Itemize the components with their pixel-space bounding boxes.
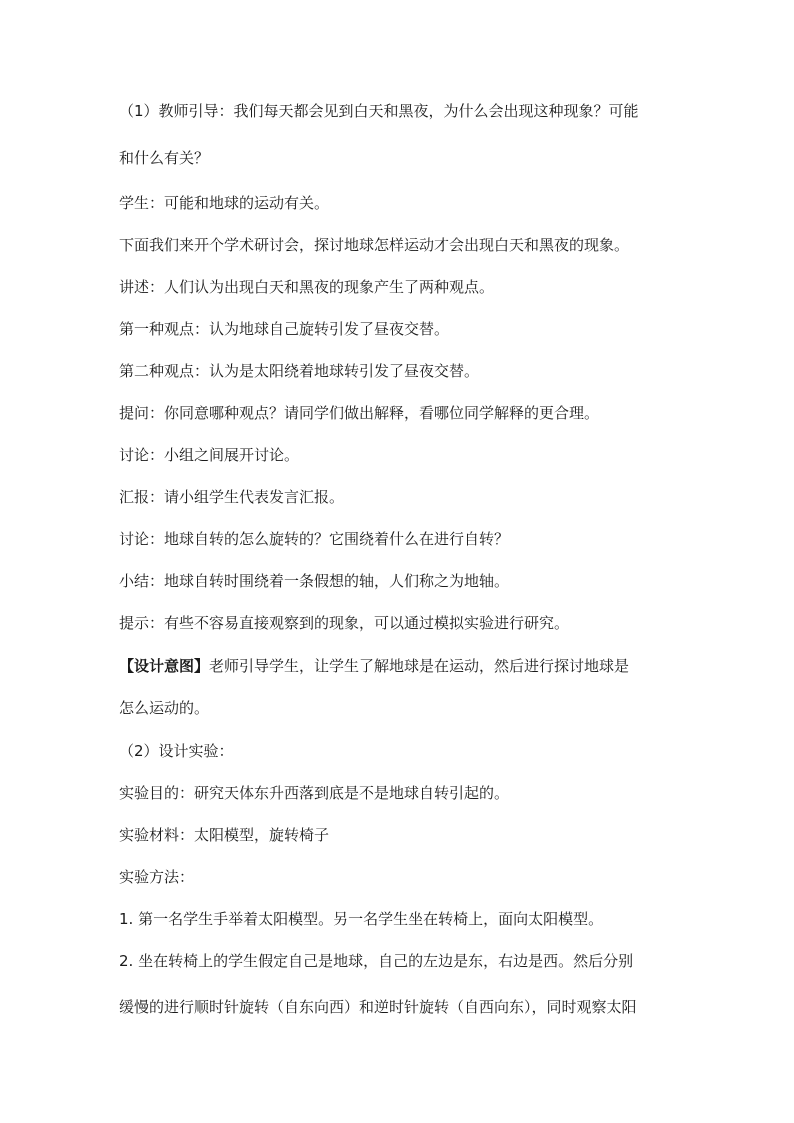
text-line: （1）教师引导：我们每天都会见到白天和黑夜，为什么会出现这种现象？可能	[119, 102, 639, 120]
text-line: 和什么有关？	[119, 149, 210, 167]
text-line: 提问：你同意哪种观点？请同学们做出解释，看哪位同学解释的更合理。	[119, 404, 600, 422]
text-line: 讲述：人们认为出现白天和黑夜的现象产生了两种观点。	[119, 278, 495, 296]
text-line: 学生：可能和地球的运动有关。	[119, 194, 330, 212]
text-line: 下面我们来开个学术研讨会，探讨地球怎样运动才会出现白天和黑夜的现象。	[119, 236, 630, 254]
text-line: 2. 坐在转椅上的学生假定自己是地球，自己的左边是东，右边是西。然后分别	[119, 952, 634, 970]
text-line: 小结：地球自转时围绕着一条假想的轴，人们称之为地轴。	[119, 572, 510, 590]
text-line: 提示：有些不容易直接观察到的现象，可以通过模拟实验进行研究。	[119, 614, 570, 632]
text-line: 实验目的：研究天体东升西落到底是不是地球自转引起的。	[119, 784, 510, 802]
text-line: （2）设计实验：	[119, 742, 234, 760]
text-line: 第一种观点：认为地球自己旋转引发了昼夜交替。	[119, 320, 450, 338]
text-line: 实验方法：	[119, 868, 195, 886]
text-line: 怎么运动的。	[119, 699, 210, 717]
text-line: 缓慢的进行顺时针旋转（自东向西）和逆时针旋转（自西向东），同时观察太阳	[119, 998, 637, 1016]
text-line: 实验材料：太阳模型，旋转椅子	[119, 826, 330, 844]
text-line: 第二种观点：认为是太阳绕着地球转引发了昼夜交替。	[119, 362, 480, 380]
text-line: 讨论：地球自转的怎么旋转的？它围绕着什么在进行自转？	[119, 530, 510, 548]
text-line: 讨论：小组之间展开讨论。	[119, 446, 300, 464]
design-intent-line	[119, 657, 629, 675]
text-line: 1. 第一名学生手举着太阳模型。另一名学生坐在转椅上，面向太阳模型。	[119, 910, 604, 928]
text-line: 汇报：请小组学生代表发言汇报。	[119, 488, 345, 506]
design-intent-label: 【设计意图】	[119, 657, 210, 675]
design-intent-text: 老师引导学生，让学生了解地球是在运动，然后进行探讨地球是	[209, 657, 630, 675]
